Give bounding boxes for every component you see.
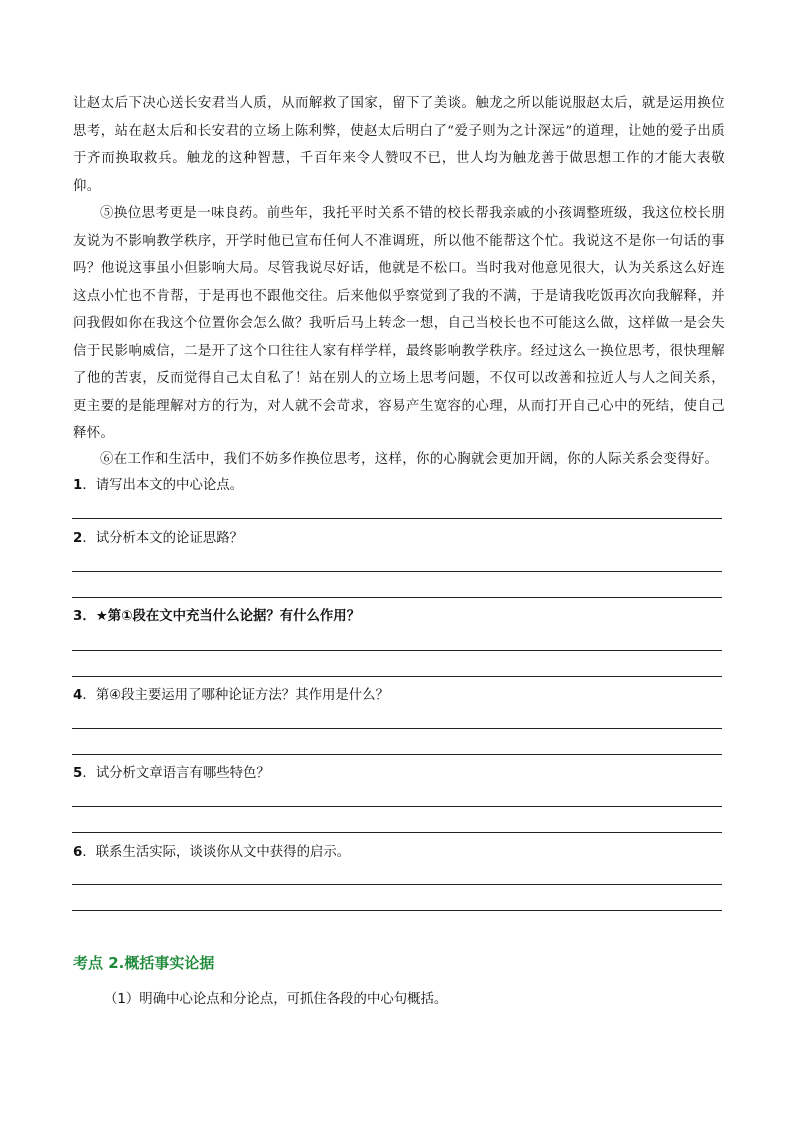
question-text: ．★第①段在文中充当什么论据？有什么作用？: [82, 609, 361, 624]
answer-line[interactable]: [72, 832, 722, 833]
question-number: 3: [73, 609, 83, 624]
question-4: [73, 686, 725, 706]
answer-line[interactable]: [72, 597, 722, 598]
question-text: ．试分析文章语言有哪些特色？: [82, 766, 270, 781]
question-3: [73, 607, 725, 627]
question-6: [73, 843, 725, 863]
answer-line[interactable]: [72, 884, 722, 885]
question-2: [73, 529, 725, 549]
answer-line[interactable]: [72, 571, 722, 572]
question-1: [73, 476, 725, 496]
answer-line[interactable]: [72, 806, 722, 807]
answer-line[interactable]: [72, 518, 722, 519]
question-number: 2: [73, 531, 83, 546]
section-heading: 考点 2.概括事实论据: [73, 954, 215, 972]
question-text: ．联系生活实际，谈谈你从文中获得的启示。: [82, 845, 351, 860]
question-5: [73, 764, 725, 784]
passage-paragraph-5: ⑤换位思考更是一味良药。前些年，我托平时关系不错的校长帮我亲戚的小孩调整班级，我这位校长朋友说为不影响教学秩序，开学时他已宣布任何人不准调班，所以他不能帮这个忙。我说这不是你一句话的事吗？他说这事虽小但影响大局。尽管我说尽好话，他就是不松口。当时我对他意见很大，认为关系这么好连这点小忙也不肯帮，于是再也不跟他交往。后来他似乎察觉到了我的不满，于是请我吃饭再次向我解释，并问我假如你在我这个位置你会怎么做？我听后马上转念一想，自己当校长也不可能这么做，这样做一是会失信于民影响威信，二是开了这个口往往人家有样学样，最终影响教学秩序。经过这么一换位思考，很快理解了他的苦衷，反而觉得自己太自私了！站在别人的立场上思考问题，不仅可以改善和拉近人与人之间关系，更主要的是能理解对方的行为，对人就不会苛求，容易产生宽容的心理，从而打开自己心中的死结，使自己释怀。: [73, 206, 725, 441]
section-item-1: （1）明确中心论点和分论点，可抓住各段的中心句概括。: [104, 992, 448, 1007]
answer-line[interactable]: [72, 676, 722, 677]
question-number: 5: [73, 766, 83, 781]
answer-line[interactable]: [72, 728, 722, 729]
question-text: ．第④段主要运用了哪种论证方法？其作用是什么？: [82, 688, 389, 703]
answer-line[interactable]: [72, 650, 722, 651]
question-number: 6: [73, 845, 83, 860]
question-text: ．试分析本文的论证思路？: [82, 531, 244, 546]
answer-line[interactable]: [72, 754, 722, 755]
question-number: 4: [73, 688, 83, 703]
passage-paragraph-6: ⑥在工作和生活中，我们不妨多作换位思考，这样，你的心胸就会更加开阔，你的人际关系会变得好。: [100, 452, 719, 467]
answer-line[interactable]: [72, 910, 722, 911]
question-text: ．请写出本文的中心论点。: [82, 478, 244, 493]
question-number: 1: [73, 478, 83, 493]
passage-paragraph-continued: 让赵太后下决心送长安君当人质，从而解救了国家，留下了美谈。触龙之所以能说服赵太后，就是运用换位思考，站在赵太后和长安君的立场上陈利弊，使赵太后明白了“爱子则为之计深远”的道理，让她的爱子出质于齐而换取救兵。触龙的这种智慧，千百年来令人赞叹不已，世人均为触龙善于做思想工作的才能大表敬仰。: [73, 96, 725, 194]
